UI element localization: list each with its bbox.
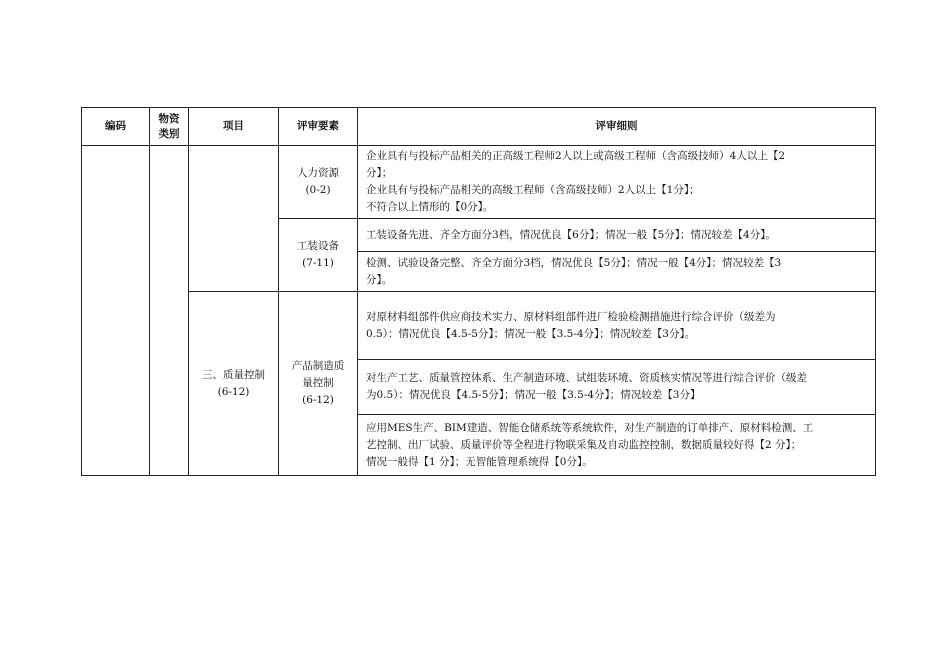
detail-cell-mfg-1 [358, 292, 876, 360]
header-material-type-line1: 物资 [158, 112, 180, 125]
element-mfg-score: (6-12) [302, 394, 334, 406]
element-hr-score: (0-2) [305, 184, 331, 196]
header-detail: 评审细则 [358, 108, 876, 146]
table-row [82, 292, 876, 360]
material-type-cell [150, 146, 189, 476]
code-cell [82, 146, 150, 476]
header-material-type-line2: 类别 [158, 127, 180, 140]
element-cell-mfg [279, 292, 358, 476]
table-row [82, 146, 876, 219]
detail-cell-hr [358, 146, 876, 219]
review-criteria-table [81, 107, 876, 476]
detail-line: 情况一般得【1 分】；无智能管理系统得【0分】。 [366, 455, 593, 468]
table-header-row [82, 108, 876, 146]
element-mfg-name-line2: 量控制 [302, 377, 334, 389]
header-code: 编码 [82, 108, 150, 146]
section-score: (6-12) [217, 385, 250, 398]
detail-cell-equip-1 [358, 219, 876, 252]
detail-cell-mfg-2 [358, 360, 876, 415]
detail-line: 为0.5）：情况优良【4.5-5分】；情况一般【3.5-4分】；情况较差【3分】 [366, 389, 701, 401]
detail-line: 检测、试验设备完整、齐全方面分3档，情况优良【5分】；情况一般【4分】；情况较差【3 [366, 256, 782, 269]
detail-line: 对原材料组部件供应商技术实力、原材料组部件进厂检验检测措施进行综合评价（级差为 [366, 310, 776, 323]
detail-line: 对生产工艺、质量管控体系、生产制造环境、试组装环境、资质核实情况等进行综合评价（级差 [366, 372, 807, 384]
header-material-type [150, 108, 189, 146]
detail-line: 分】。 [366, 273, 393, 286]
detail-line: 企业具有与投标产品相关的正高级工程师2人以上或高级工程师（含高级技师）4人以上【2 [366, 150, 786, 162]
header-element: 评审要素 [279, 108, 358, 146]
element-mfg-name-line1: 产品制造质 [291, 360, 345, 372]
item-cell-empty [189, 146, 279, 292]
detail-line: 不符合以上情形的【0分】。 [366, 201, 494, 213]
element-equip-score: (7-11) [302, 257, 334, 269]
detail-line: 艺控制、出厂试验、质量评价等全程进行物联采集及自动监控控制，数据质量较好得【2 分】； [366, 438, 802, 451]
element-hr-name: 人力资源 [297, 167, 339, 179]
detail-cell-equip-2 [358, 252, 876, 292]
element-equip-name: 工装设备 [297, 240, 339, 252]
detail-line: 应用MES生产、BIM建造、智能仓储系统等系统软件，对生产制造的订单排产、原材料检测、工 [366, 421, 814, 434]
detail-cell-mfg-3 [358, 415, 876, 476]
section-name: 三、质量控制 [202, 368, 265, 381]
element-cell-equip [279, 219, 358, 292]
item-cell-quality-control [189, 292, 279, 476]
detail-line: 0.5）：情况优良【4.5-5分】；情况一般【3.5-4分】；情况较差【3分】。 [366, 327, 696, 340]
header-item: 项目 [189, 108, 279, 146]
detail-line: 企业具有与投标产品相关的高级工程师（含高级技师）2人以上【1分】； [366, 184, 700, 196]
detail-line: 工装设备先进、齐全方面分3档，情况优良【6分】；情况一般【5分】；情况较差【4分】。 [366, 228, 776, 241]
element-cell-hr [279, 146, 358, 219]
detail-line: 分】； [366, 167, 393, 179]
